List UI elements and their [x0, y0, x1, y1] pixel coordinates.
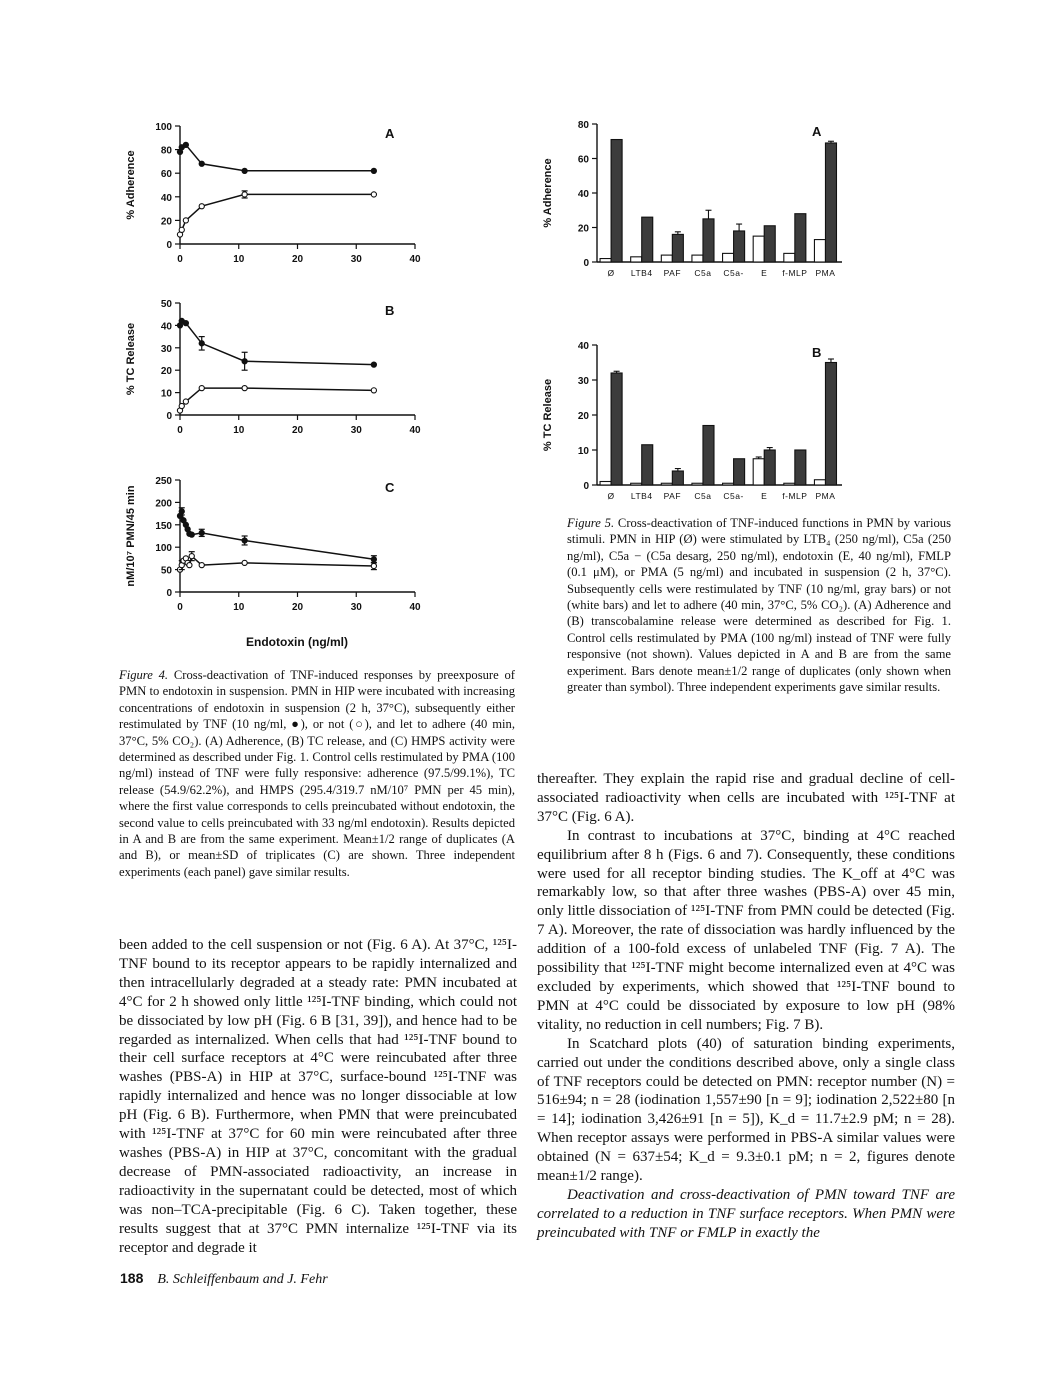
x-category-label: f-MLP	[782, 491, 808, 501]
bar	[672, 234, 683, 262]
bar	[825, 363, 836, 486]
bar	[795, 214, 806, 262]
data-point	[183, 142, 188, 147]
x-category-label: PAF	[663, 268, 682, 278]
fig4-panel-b	[125, 299, 421, 436]
data-point	[371, 362, 376, 367]
x-category-label: C5a-	[723, 268, 744, 278]
bar	[723, 483, 734, 485]
x-tick-label: 30	[350, 602, 362, 613]
bar	[764, 226, 775, 262]
body-paragraph: In Scatchard plots (40) of saturation binding experiments, carried out under the conditions described above, only a single class of TNF receptors could be detected on PMN: receptor number (N) = 516±94; n = 28 (iodination 1,557±90 [n = 9]; iodination 2,522±80 [n = 14]; iodination 3,426±91 [n = 5]), K_d = 11.7±2.9 pM; n = 28). When receptor assays were performed in PBS-A similar values were obtained (N = 637±54; K_d = 9.3±0.1 pM; n = 2, figures denote mean±1/2 range).	[537, 1035, 955, 1185]
x-tick-label: 20	[291, 254, 304, 265]
data-point	[371, 557, 376, 562]
fig5-panel-a	[542, 120, 842, 278]
x-category-label: Ø	[607, 491, 615, 501]
bar	[734, 459, 745, 485]
x-category-label: PMA	[815, 268, 836, 278]
body-paragraph: Deactivation and cross-deactivation of PMN toward TNF are correlated to a reduction in TNF surface receptors. When PMN were preincubated with TNF or FMLP in exactly the	[537, 1186, 955, 1241]
bar	[764, 450, 775, 485]
data-point	[189, 532, 194, 537]
y-tick-label: 0	[583, 258, 589, 269]
x-category-label: E	[761, 491, 768, 501]
y-axis-label: % TC Release	[542, 378, 554, 452]
figure-4-caption-label: Figure 4.	[119, 668, 169, 682]
x-tick-label: 0	[177, 425, 183, 436]
y-tick-label: 60	[577, 154, 589, 166]
y-tick-label: 10	[160, 388, 172, 400]
fig5-panel-b	[542, 341, 842, 501]
y-axis-label: % Adherence	[542, 158, 554, 228]
data-point	[189, 554, 194, 559]
bar	[825, 143, 836, 262]
y-tick-label: 20	[160, 366, 172, 378]
running-authors: B. Schleiffenbaum and J. Fehr	[157, 1272, 328, 1287]
bar	[600, 259, 611, 262]
bar	[753, 236, 764, 262]
y-tick-label: 10	[577, 446, 589, 457]
bar	[600, 482, 611, 486]
y-tick-label: 80	[577, 120, 589, 131]
figure-4	[110, 110, 440, 655]
figure-4-caption	[119, 667, 515, 880]
series-line	[180, 145, 374, 171]
data-point	[179, 403, 184, 408]
x-tick-label: 30	[350, 425, 362, 436]
data-point	[242, 359, 247, 364]
y-axis-label: % TC Release	[125, 322, 137, 396]
figure-5-caption-label: Figure 5.	[567, 516, 615, 530]
y-tick-label: 40	[577, 189, 589, 200]
panel-label: B	[812, 345, 822, 360]
panel-label: A	[812, 124, 822, 139]
x-category-label: PAF	[663, 491, 682, 501]
y-tick-label: 0	[166, 588, 172, 599]
series-line	[180, 511, 374, 559]
bar	[661, 483, 672, 485]
bar	[784, 483, 795, 485]
y-tick-label: 20	[577, 411, 589, 422]
bar	[814, 480, 825, 485]
right-column-body	[537, 770, 955, 1243]
x-tick-label: 30	[350, 254, 362, 265]
y-tick-label: 40	[160, 321, 172, 333]
series-line	[180, 321, 374, 365]
page-footer	[120, 1270, 328, 1288]
bar	[692, 483, 703, 485]
bar	[611, 140, 622, 262]
page-number: 188	[120, 1270, 144, 1286]
y-tick-label: 30	[160, 343, 172, 355]
bar	[631, 257, 642, 262]
x-tick-label: 40	[409, 425, 421, 436]
fig4-xaxis-label: Endotoxin (ng/ml)	[246, 635, 348, 649]
body-paragraph: been added to the cell suspension or not (Fig. 6 A). At 37°C, ¹²⁵I-TNF bound to its receptor appears to be rapidly internalized and then intracellularly degraded at a steady rate: PMN incubated at 4°C for 2 h showed only little ¹²⁵I-TNF binding, which could not be dissociated by low pH (Fig. 6 B [31, 39]), and hence had to be regarded as internalized. When cells that had ¹²⁵I-TNF bound to their cell surface receptors at 4°C were reincubated after three washes (PBS-A) in HIP at 37°C, surface-bound ¹²⁵I-TNF was rapidly internalized and hence was no longer dissociable at low pH (Fig. 6 B). Furthermore, when PMN that were preincubated with ¹²⁵I-TNF at 37°C for 60 min were reincubated after three washes (PBS-A) in HIP at 37°C, concomitant with the gradual decrease of PMN-associated radioactivity, an increase in radioactivity in the supernatant could be detected, most of which was non–TCA-precipitable (Fig. 6 C). Taken together, these results suggest that at 37°C PMN internalize ¹²⁵I-TNF via its receptor and degrade it	[119, 937, 517, 1256]
x-category-label: Ø	[607, 268, 615, 278]
bar	[753, 459, 764, 485]
x-category-label: C5a	[694, 268, 712, 278]
body-paragraph: thereafter. They explain the rapid rise and gradual decline of cell-associated radioactivity when cells are incubated with ¹²⁵I-TNF at 37°C (Fig. 6 A).	[537, 771, 955, 825]
data-point	[199, 161, 204, 166]
bar	[795, 450, 806, 485]
y-tick-label: 250	[155, 476, 172, 487]
x-category-label: LTB4	[630, 268, 653, 278]
bar	[642, 217, 653, 262]
y-axis-label: % Adherence	[125, 150, 137, 220]
y-tick-label: 0	[583, 481, 589, 492]
x-category-label: E	[761, 268, 768, 278]
data-point	[179, 509, 184, 514]
data-point	[199, 341, 204, 346]
body-paragraph: In contrast to incubations at 37°C, binding at 4°C reached equilibrium after 8 h (Figs. 6 and 7). Consequently, these conditions were used for all receptor binding studies. The K_off at 4°C was remarkably low, so that after three washes (PBS-A) over 45 min, only little dissociation of ¹²⁵I-TNF from PMN could be detected (Fig. 7 A). Moreover, the rate of dissociation was hardly influenced by the addition of a 100-fold excess of unlabeled TNF (Fig. 7 A). The possibility that ¹²⁵I-TNF might become internalized even at 4°C was excluded by experiments, which showed that ¹²⁵I-TNF bound to PMN at 4°C could be dissociated by exposure to low pH (98% vitality, no reduction in cell numbers; Fig. 7 B).	[537, 827, 955, 1033]
bar	[672, 471, 683, 485]
data-point	[179, 227, 184, 232]
x-tick-label: 40	[409, 254, 421, 265]
x-tick-label: 10	[233, 254, 245, 265]
bar	[703, 219, 714, 262]
x-category-label: f-MLP	[782, 268, 808, 278]
y-tick-label: 30	[577, 376, 589, 387]
figure-5-caption-text: Cross-deactivation of TNF-induced functions in PMN by various stimuli. PMN in HIP (Ø) were stimulated by LTB₄ (250 ng/ml), C5a (250 ng/ml), C5a − (C5a desarg, 250 ng/ml), endotoxin (E, 40 ng/ml), FMLP (0.1 μM), or PMA (5 ng/ml) and incubated in suspension (2 h, 37°C). Subsequently cells were restimulated by TNF (10 ng/ml, gray bars) or not (white bars) and let to adhere (40 min, 37°C, 5% CO₂). (A) Adherence and (B) transcobalamine release were determined as described for Fig. 1. Control cells restimulated by PMA (100 ng/ml) instead of TNF were fully responsive (not shown). Values depicted in A and B are from the same experiment. Bars denote mean±1/2 range of duplicates (only shown when greater than symbol). Three independent experiments gave similar results.	[567, 516, 951, 695]
series-line	[180, 556, 374, 569]
x-tick-label: 10	[233, 425, 245, 436]
y-tick-label: 40	[577, 341, 589, 352]
series-line	[180, 388, 374, 410]
bar	[611, 373, 622, 485]
data-point	[242, 192, 247, 197]
bar	[814, 240, 825, 262]
data-point	[187, 563, 192, 568]
y-tick-label: 100	[155, 122, 172, 133]
data-point	[183, 399, 188, 404]
panel-label: A	[385, 126, 395, 141]
bar	[723, 253, 734, 262]
data-point	[371, 168, 376, 173]
fig4-panel-c	[125, 476, 421, 613]
x-category-label: C5a-	[723, 491, 744, 501]
y-tick-label: 80	[160, 145, 172, 157]
fig4-panel-a	[125, 122, 421, 265]
y-tick-label: 40	[160, 192, 172, 204]
bar	[642, 445, 653, 485]
data-point	[371, 192, 376, 197]
bar	[661, 255, 672, 262]
y-tick-label: 100	[155, 543, 172, 555]
figure-4-caption-text: Cross-deactivation of TNF-induced responses by preexposure of PMN to endotoxin in suspension. PMN in HIP were incubated with increasing concentrations of endotoxin in suspension (2 h, 37°C), subsequently either restimulated by TNF (10 ng/ml, ●), or not (○), and let to adhere (40 min, 37°C, 5% CO₂). (A) Adherence, (B) TC release, and (C) HMPS activity were determined as described under Fig. 1. Control cells restimulated by PMA (100 ng/ml) instead of TNF were fully responsive: adherence (97.5/99.1%), TC release (54.9/62.2%), and HMPS (295.4/319.7 nM/10⁷ PMN per 45 min), where the first value corresponds to cells preincubated without endotoxin, the second value to cells preincubated with 33 ng/ml endotoxin). Results depicted in A and B are from the same experiment. Mean±1/2 range of duplicates (A and B), or mean±SD of triplicates (C) are shown. Three independent experiments (each panel) gave similar results.	[119, 668, 515, 879]
x-category-label: C5a	[694, 491, 712, 501]
x-tick-label: 10	[233, 602, 245, 613]
left-column-body	[119, 936, 517, 1257]
data-point	[242, 560, 247, 565]
data-point	[242, 386, 247, 391]
bar	[692, 255, 703, 262]
panel-label: C	[385, 480, 395, 495]
y-tick-label: 0	[166, 240, 172, 251]
data-point	[199, 530, 204, 535]
x-category-label: LTB4	[630, 491, 653, 501]
y-tick-label: 200	[155, 498, 172, 510]
data-point	[371, 563, 376, 568]
bar	[734, 231, 745, 262]
data-point	[242, 168, 247, 173]
panel-label: B	[385, 303, 395, 318]
y-tick-label: 60	[160, 169, 172, 181]
data-point	[199, 563, 204, 568]
data-point	[242, 538, 247, 543]
bar	[703, 426, 714, 486]
y-tick-label: 20	[160, 216, 172, 228]
x-tick-label: 20	[291, 425, 304, 436]
bar	[631, 483, 642, 485]
data-point	[199, 204, 204, 209]
y-axis-label: nM/10⁷ PMN/45 min	[125, 485, 137, 587]
y-tick-label: 0	[166, 411, 172, 422]
y-tick-label: 150	[155, 520, 172, 532]
data-point	[371, 388, 376, 393]
series-line	[180, 194, 374, 234]
figure-5-caption	[567, 515, 951, 695]
data-point	[199, 386, 204, 391]
data-point	[183, 218, 188, 223]
x-tick-label: 0	[177, 254, 183, 265]
x-tick-label: 40	[409, 602, 421, 613]
figure-5	[542, 110, 875, 505]
data-point	[183, 321, 188, 326]
x-tick-label: 20	[291, 602, 304, 613]
x-category-label: PMA	[815, 491, 836, 501]
x-tick-label: 0	[177, 602, 183, 613]
y-tick-label: 20	[577, 223, 589, 235]
y-tick-label: 50	[160, 299, 172, 310]
bar	[784, 253, 795, 262]
y-tick-label: 50	[160, 565, 172, 577]
